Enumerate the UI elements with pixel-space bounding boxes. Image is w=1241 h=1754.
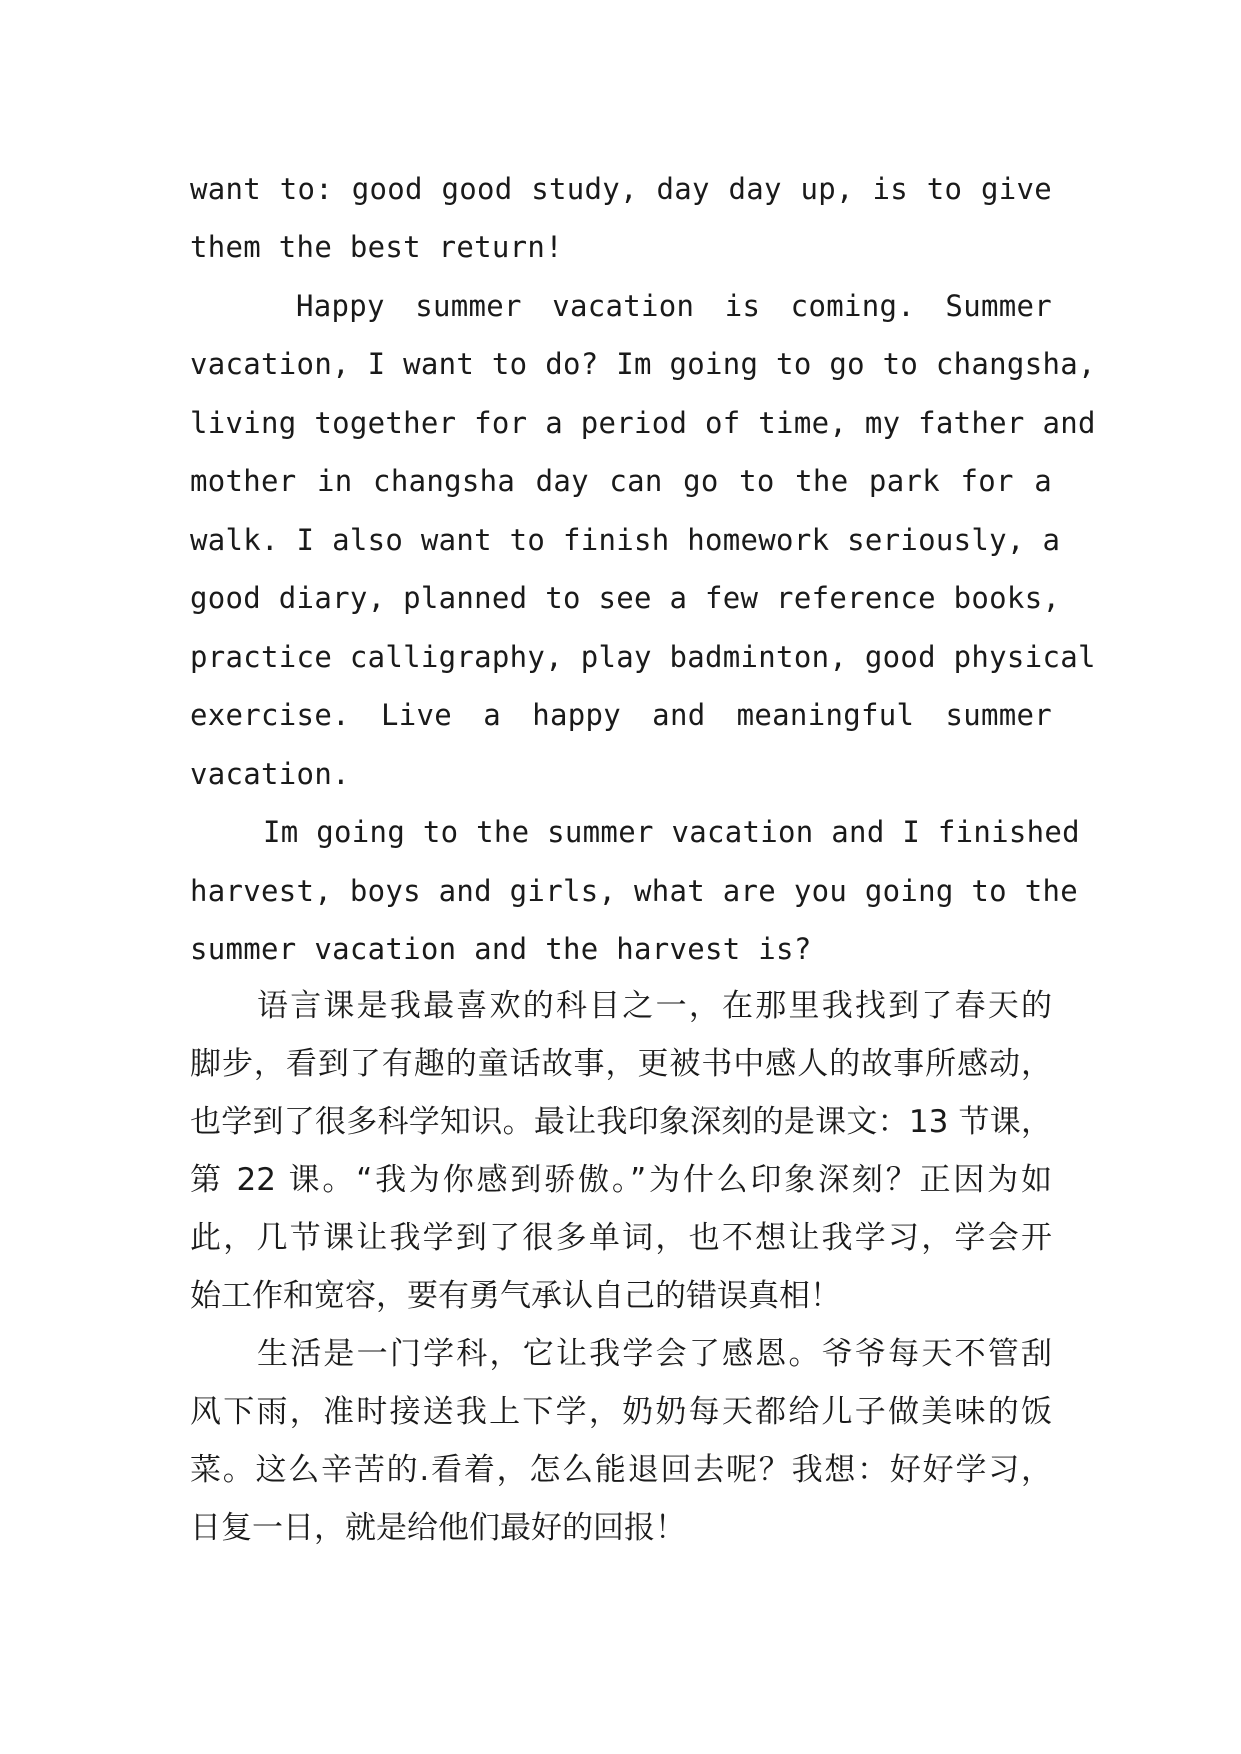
text-line: good diary, planned to see a few reference books, — [190, 581, 1061, 615]
text-line: 脚步，看到了有趣的童话故事，更被书中感人的故事所感动， — [190, 1046, 1052, 1082]
text-line: summer vacation and the harvest is? — [190, 932, 812, 966]
text-line: practice calligraphy, play badminton, good physical — [190, 640, 1096, 674]
paragraph-first-line: Happy summer vacation is coming. Summer — [296, 289, 1052, 323]
text-line: 第 22 课。“我为你感到骄傲。”为什么印象深刻？正因为如 — [190, 1162, 1052, 1198]
text-line: walk. I also want to finish homework seriously, a — [190, 523, 1061, 557]
text-line: 始工作和宽容，要有勇气承认自己的错误真相！ — [190, 1278, 841, 1314]
paragraph-first-line: Im going to the summer vacation and I finished — [263, 815, 1080, 849]
text-line: vacation, I want to do? Im going to go to changsha, — [190, 347, 1096, 381]
text-line: 菜。这么辛苦的.看着，怎么能退回去呢？我想：好好学习， — [190, 1452, 1052, 1488]
text-line: 风下雨，准时接送我上下学，奶奶每天都给儿子做美味的饭 — [190, 1394, 1052, 1430]
text-line: 此，几节课让我学到了很多单词，也不想让我学习，学会开 — [190, 1220, 1052, 1256]
paragraph-first-line: 生活是一门学科，它让我学会了感恩。爷爷每天不管刮 — [257, 1336, 1052, 1372]
text-line: 日复一日，就是给他们最好的回报！ — [190, 1510, 686, 1546]
text-line: harvest, boys and girls, what are you going to the — [190, 874, 1078, 908]
text-line: mother in changsha day can go to the park for a — [190, 464, 1052, 498]
text-line: 也学到了很多科学知识。最让我印象深刻的是课文：13 节课， — [190, 1104, 1052, 1140]
text-line: them the best return! — [190, 230, 563, 264]
text-line: exercise. Live a happy and meaningful summer — [190, 698, 1052, 732]
text-line: vacation. — [190, 757, 350, 791]
paragraph-first-line: 语言课是我最喜欢的科目之一，在那里我找到了春天的 — [257, 988, 1052, 1024]
text-line: living together for a period of time, my father and — [190, 406, 1096, 440]
text-line: want to: good good study, day day up, is to give — [190, 172, 1052, 206]
